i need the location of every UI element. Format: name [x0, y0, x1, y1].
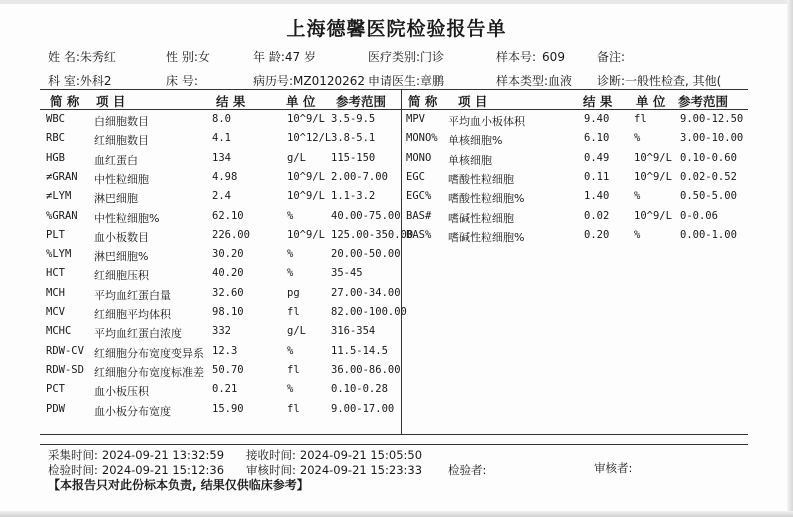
result-unit: % [287, 248, 294, 261]
report-title: 上海德馨医院检验报告单 [286, 18, 507, 40]
result-name: 单核细胞% [448, 134, 503, 148]
record-number [253, 72, 365, 89]
scan-edge [787, 0, 793, 517]
result-range: 0.00-1.00 [680, 228, 737, 241]
field-value: 朱秀红 [79, 50, 116, 64]
result-unit: 10^9/L [287, 170, 325, 183]
field-value: 2024-09-21 15:12:36 [101, 463, 225, 477]
result-name: 红细胞分布宽度变异系 [94, 346, 204, 360]
medical-category [368, 48, 444, 65]
footer-rule [40, 444, 748, 445]
result-range: 27.00-34.00 [331, 286, 401, 299]
result-code: EGC% [406, 190, 432, 203]
result-range: 125.00-350.00 [331, 228, 414, 241]
field-value: 2024-09-21 13:32:59 [101, 448, 225, 462]
result-code: %LYM [46, 248, 72, 261]
requesting-doctor [368, 72, 444, 89]
result-code: HCT [46, 267, 65, 280]
result-name: 血小板压积 [94, 385, 149, 399]
scan-edge [0, 511, 793, 517]
result-range: 1.1-3.2 [331, 190, 376, 203]
header-range: 参考范围 [336, 94, 387, 109]
result-range: 0-0.06 [680, 209, 718, 222]
header-item: 项 目 [458, 94, 488, 109]
result-range: 3.5-9.5 [331, 113, 376, 125]
result-code: HGB [46, 151, 65, 164]
result-range: 3.00-10.00 [680, 132, 744, 145]
field-value: 女 [197, 50, 210, 64]
result-name: 淋巴细胞 [94, 192, 138, 206]
result-unit: 10^9/L [287, 113, 325, 125]
result-value: 40.20 [212, 267, 244, 280]
field-label: 诊断: [597, 74, 626, 88]
header-range: 参考范围 [678, 94, 729, 109]
result-name: 嗜碱性粒细胞% [448, 230, 525, 244]
result-range: 82.00-100.00 [331, 306, 407, 318]
result-unit: fl [287, 402, 300, 415]
result-name: 血小板分布宽度 [94, 404, 171, 418]
result-code: MCH [46, 286, 65, 299]
result-name: 中性粒细胞% [94, 211, 160, 225]
result-range: 40.00-75.00 [331, 209, 401, 222]
result-range: 316-354 [331, 325, 376, 338]
field-label: 接收时间: [246, 448, 296, 462]
result-value: 2.4 [212, 190, 231, 203]
result-value: 12.3 [212, 344, 238, 357]
result-code: PDW [46, 402, 65, 415]
result-name: 淋巴细胞% [94, 250, 149, 264]
result-range: 3.8-5.1 [331, 132, 376, 145]
result-name: 嗜酸性粒细胞% [448, 192, 525, 206]
header-result: 结 果 [583, 94, 613, 109]
result-name: 平均血红蛋白浓度 [94, 327, 182, 341]
disclaimer-note: 【本报告只对此份标本负责, 结果仅供临床参考】 [48, 478, 309, 492]
result-unit: fl [634, 113, 647, 125]
result-code: PLT [46, 228, 65, 241]
result-value: 98.10 [212, 306, 244, 318]
field-label: 审核时间: [246, 463, 296, 477]
result-unit: % [287, 344, 294, 357]
department [48, 72, 112, 89]
result-range: 0.02-0.52 [680, 170, 737, 183]
result-range: 11.5-14.5 [331, 344, 388, 357]
sample-number [496, 48, 565, 65]
result-value: 4.1 [212, 132, 231, 145]
remark [597, 48, 625, 65]
field-value: 609 [542, 50, 565, 64]
result-unit: 10^12/L [287, 132, 332, 145]
field-label: 性 别: [166, 50, 198, 64]
field-label: 审核者: [594, 461, 633, 475]
result-range: 9.00-17.00 [331, 402, 395, 415]
field-value: MZ0120262 [293, 74, 366, 88]
result-value: 30.20 [212, 248, 244, 261]
result-unit: pg [287, 286, 300, 299]
result-name: 红细胞数目 [94, 134, 149, 148]
result-range: 0.50-5.00 [680, 190, 737, 203]
field-label: 采集时间: [48, 448, 98, 462]
table-divider [401, 89, 402, 434]
field-label: 备注: [597, 50, 626, 64]
result-code: PCT [46, 383, 65, 396]
result-unit: % [634, 132, 641, 145]
result-unit: % [287, 383, 294, 396]
result-unit: 10^9/L [634, 170, 672, 183]
result-value: 1.40 [584, 190, 610, 203]
field-label: 医疗类别: [368, 50, 421, 64]
reviewer [594, 460, 632, 476]
result-code: BAS# [406, 209, 432, 222]
table-top-rule [40, 89, 748, 90]
result-name: 嗜酸性粒细胞 [448, 172, 514, 186]
result-unit: 10^9/L [287, 228, 325, 241]
patient-sex [166, 48, 210, 65]
result-code: BAS% [406, 228, 432, 241]
field-value: 血液 [548, 74, 573, 88]
result-name: 红细胞分布宽度标准差 [94, 365, 204, 379]
field-label: 申请医生: [368, 74, 421, 88]
result-name: 血红蛋白 [94, 153, 138, 167]
result-range: 36.00-86.00 [331, 363, 401, 376]
header-item: 项 目 [96, 94, 126, 109]
field-value: 2024-09-21 15:05:50 [299, 448, 423, 462]
result-code: MONO [406, 151, 432, 164]
result-code: RDW-CV [46, 344, 84, 357]
patient-age [253, 48, 316, 65]
field-label: 姓 名: [48, 50, 80, 64]
result-code: EGC [406, 170, 425, 183]
tester [448, 462, 486, 478]
result-range: 115-150 [331, 151, 376, 164]
field-label: 病历号: [253, 74, 294, 88]
result-value: 226.00 [212, 228, 250, 241]
result-value: 50.70 [212, 363, 244, 376]
result-unit: 10^9/L [634, 151, 672, 164]
result-value: 0.20 [584, 228, 610, 241]
result-unit: % [287, 209, 294, 222]
result-name: 嗜碱性粒细胞 [448, 211, 514, 225]
result-value: 332 [212, 325, 231, 338]
result-value: 134 [212, 151, 231, 164]
result-unit: fl [287, 363, 300, 376]
diagnosis [597, 72, 783, 89]
result-name: 单核细胞 [448, 153, 492, 167]
field-value: 章鹏 [420, 74, 445, 88]
result-name: 平均血红蛋白量 [94, 288, 171, 302]
result-value: 0.11 [584, 170, 610, 183]
header-abbr: 简 称 [408, 94, 438, 109]
result-unit: % [634, 190, 641, 203]
field-value: 外科2 [79, 74, 112, 88]
patient-name [48, 48, 116, 65]
result-code: WBC [46, 113, 65, 125]
field-label: 床 号: [166, 74, 198, 88]
result-name: 中性粒细胞 [94, 172, 149, 186]
field-label: 检验者: [448, 463, 487, 477]
result-code: MPV [406, 113, 425, 125]
receive-time [246, 447, 422, 463]
table-bottom-rule [40, 434, 748, 435]
result-range: 20.00-50.00 [331, 248, 401, 261]
collect-time [48, 447, 224, 463]
sample-type [496, 72, 572, 89]
field-label: 样本号: [496, 50, 537, 64]
result-name: 红细胞压积 [94, 269, 149, 283]
field-label: 科 室: [48, 74, 80, 88]
result-code: MCV [46, 306, 65, 318]
result-code: RDW-SD [46, 363, 84, 376]
result-unit: g/L [287, 325, 306, 338]
result-value: 4.98 [212, 170, 238, 183]
field-label: 检验时间: [48, 463, 98, 477]
result-range: 35-45 [331, 267, 363, 280]
header-unit: 单 位 [286, 94, 316, 109]
result-range: 9.00-12.50 [680, 113, 744, 125]
result-unit: % [287, 267, 294, 280]
result-value: 15.90 [212, 402, 244, 415]
result-range: 2.00-7.00 [331, 170, 388, 183]
scan-edge [0, 0, 793, 4]
field-value: 47 岁 [284, 50, 316, 64]
result-code: MONO% [406, 132, 438, 145]
result-unit: fl [287, 306, 300, 318]
result-name: 平均血小板体积 [448, 115, 525, 128]
result-code: RBC [46, 132, 65, 145]
result-range: 0.10-0.28 [331, 383, 388, 396]
result-value: 62.10 [212, 209, 244, 222]
result-code: %GRAN [46, 209, 78, 222]
result-code: MCHC [46, 325, 72, 338]
result-code: ≠GRAN [46, 170, 78, 183]
result-unit: 10^9/L [634, 209, 672, 222]
result-name: 血小板数目 [94, 230, 149, 244]
header-result: 结 果 [216, 94, 246, 109]
result-value: 0.02 [584, 209, 610, 222]
field-value: 一般性检查, 其他( [625, 74, 722, 88]
header-unit: 单 位 [636, 94, 666, 109]
field-value: 门诊 [420, 50, 445, 64]
result-value: 32.60 [212, 286, 244, 299]
result-value: 6.10 [584, 132, 610, 145]
result-range: 0.10-0.60 [680, 151, 737, 164]
field-label: 年 龄: [253, 50, 285, 64]
result-value: 8.0 [212, 113, 231, 125]
field-label: 样本类型: [496, 74, 549, 88]
header-abbr: 简 称 [50, 94, 80, 109]
result-unit: g/L [287, 151, 306, 164]
field-value: 2024-09-21 15:23:33 [299, 463, 423, 477]
result-value: 9.40 [584, 113, 610, 125]
result-code: ≠LYM [46, 190, 72, 203]
bed-number [166, 72, 198, 89]
result-name: 红细胞平均体积 [94, 308, 171, 321]
result-unit: % [634, 228, 641, 241]
result-unit: 10^9/L [287, 190, 325, 203]
result-name: 白细胞数目 [94, 115, 149, 128]
result-value: 0.21 [212, 383, 238, 396]
result-value: 0.49 [584, 151, 610, 164]
